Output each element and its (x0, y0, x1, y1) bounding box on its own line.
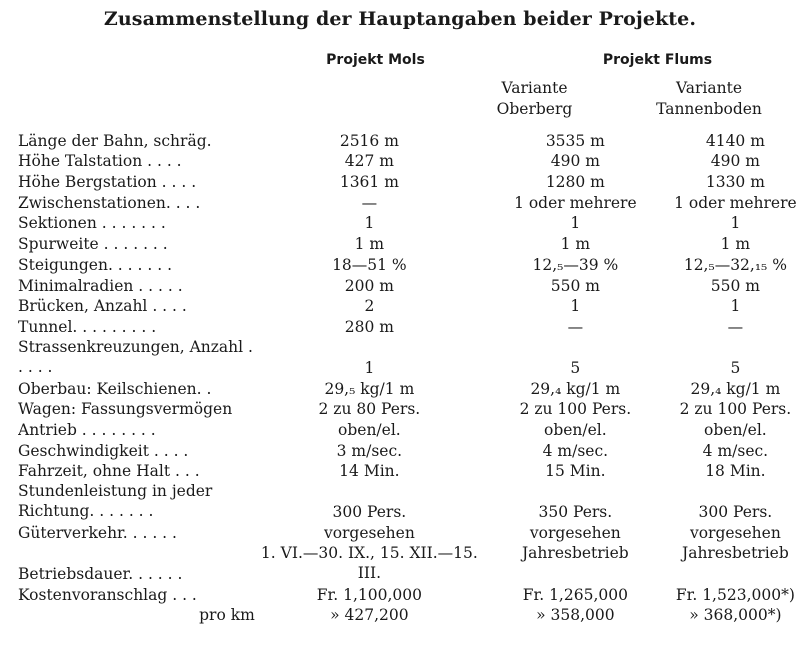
row-label: Betriebsdauer. . . . . . (18, 565, 183, 583)
document-title: Zusammenstellung der Hauptangaben beider Projekte. (103, 8, 697, 30)
cell-oberberg: 490 m (550, 152, 600, 171)
table-row (18, 151, 800, 172)
header-projekt-flums: Projekt Flums (602, 52, 713, 68)
cell-tannenboden: 2 zu 100 Pers. (679, 400, 792, 419)
cell-oberberg: 1 (570, 297, 581, 316)
row-label: Höhe Talstation . . . . (18, 152, 182, 171)
cell-projekt-mols: 2516 m (339, 131, 399, 150)
cell-tannenboden: 1 (730, 297, 741, 316)
cell-tannenboden: 12,₅—32,₁₅ % (683, 255, 787, 274)
cell-oberberg: 29,₄ kg/1 m (530, 379, 621, 398)
cell-tannenboden: 550 m (710, 276, 760, 295)
row-label: pro km (199, 606, 255, 625)
table-row (18, 419, 800, 440)
cell-tannenboden: 1 m (720, 235, 751, 254)
row-label: Minimalradien . . . . . (18, 276, 183, 295)
cell-tannenboden: 4140 m (705, 131, 765, 150)
header-tannenboden-line2: Tannenboden (656, 100, 762, 118)
row-label: Zwischenstationen. . . . (18, 193, 201, 212)
row-label: Wagen: Fassungsvermögen (18, 400, 233, 419)
table-row (18, 130, 800, 151)
header-variante-tannenboden (634, 78, 784, 120)
cell-projekt-mols: 1. VI.—30. IX., 15. XII.—15. III. (260, 544, 478, 582)
table-row (18, 171, 800, 192)
row-label: Tunnel. . . . . . . . . (18, 317, 157, 336)
cell-oberberg: » 358,000 (536, 606, 615, 625)
cell-tannenboden: Jahresbetrieb (682, 544, 789, 562)
table-row (18, 275, 800, 296)
cell-oberberg: 1 (570, 214, 581, 233)
header-variante-oberberg (435, 78, 634, 120)
row-label: Geschwindigkeit . . . . (18, 441, 189, 460)
cell-projekt-mols: Fr. 1,100,000 (316, 585, 422, 604)
cell-oberberg: 5 (570, 358, 581, 377)
row-label: Güterverkehr. . . . . . (18, 524, 177, 542)
cell-projekt-mols: 300 Pers. (332, 503, 407, 522)
cell-projekt-mols: 29,₅ kg/1 m (324, 379, 415, 398)
cell-tannenboden: oben/el. (704, 420, 767, 439)
cell-projekt-mols: 1 m (354, 235, 385, 254)
table-row (18, 440, 800, 461)
cell-projekt-mols: » 427,200 (330, 606, 409, 625)
table-row (18, 461, 800, 482)
table-row (18, 296, 800, 317)
cell-tannenboden: 1 (730, 214, 741, 233)
cell-oberberg: Fr. 1,265,000 (522, 585, 628, 604)
table-row (18, 378, 800, 399)
cell-tannenboden: 5 (730, 358, 741, 377)
cell-oberberg: 4 m/sec. (542, 441, 609, 460)
cell-oberberg: 2 zu 100 Pers. (519, 400, 632, 419)
table-row (18, 213, 800, 234)
cell-oberberg: — (567, 317, 584, 336)
table-row (18, 316, 800, 337)
data-table (18, 130, 800, 625)
row-label: Brücken, Anzahl . . . . (18, 297, 187, 316)
cell-tannenboden: 29,₄ kg/1 m (690, 379, 781, 398)
cell-oberberg: Jahresbetrieb (521, 544, 629, 562)
row-label: Stundenleistung in jeder Richtung. . . . . . . (18, 482, 213, 521)
cell-oberberg: 12,₅—39 % (532, 255, 619, 274)
cell-projekt-mols: 1 (364, 358, 375, 377)
cell-oberberg: 3535 m (545, 131, 605, 150)
cell-oberberg: 350 Pers. (538, 503, 613, 522)
cell-oberberg: oben/el. (544, 420, 607, 439)
cell-projekt-mols: vorgesehen (323, 524, 415, 542)
cell-projekt-mols: 14 Min. (339, 462, 400, 481)
cell-tannenboden: Fr. 1,523,000*) (675, 585, 795, 604)
row-label: Länge der Bahn, schräg. (18, 131, 212, 150)
header-oberberg-line1: Variante (501, 79, 568, 97)
row-label: Spurweite . . . . . . . (18, 235, 168, 254)
cell-tannenboden: 1330 m (705, 173, 765, 192)
cell-tannenboden: — (727, 317, 744, 336)
cell-projekt-mols: 427 m (344, 152, 394, 171)
header-projekt-mols: Projekt Mols (326, 52, 425, 68)
row-label: Antrieb . . . . . . . . (18, 420, 156, 439)
cell-projekt-mols: 2 zu 80 Pers. (318, 400, 421, 419)
table-row (18, 522, 800, 543)
cell-projekt-mols: 2 (364, 297, 375, 316)
row-label: Sektionen . . . . . . . (18, 214, 166, 233)
cell-projekt-mols: 280 m (344, 317, 394, 336)
table-row (18, 337, 800, 378)
cell-tannenboden: 1 oder mehrere (674, 193, 797, 212)
cell-oberberg: 1 m (560, 235, 591, 254)
table-row (18, 584, 800, 605)
cell-projekt-mols: 1361 m (339, 173, 399, 192)
cell-tannenboden: 4 m/sec. (702, 441, 769, 460)
row-label: Fahrzeit, ohne Halt . . . (18, 462, 200, 481)
table-row (18, 605, 800, 626)
cell-projekt-mols: 200 m (344, 276, 394, 295)
cell-tannenboden: » 368,000*) (689, 606, 782, 625)
header-oberberg-line2: Oberberg (496, 100, 573, 118)
row-label: Höhe Bergstation . . . . (18, 173, 197, 192)
table-row (18, 481, 800, 522)
cell-projekt-mols: 1 (364, 214, 375, 233)
row-label: Oberbau: Keilschienen. . (18, 379, 212, 398)
row-label: Strassenkreuzungen, Anzahl . . . . . (18, 337, 253, 376)
cell-oberberg: 1 oder mehrere (514, 193, 637, 212)
cell-tannenboden: 18 Min. (705, 462, 766, 481)
cell-tannenboden: 490 m (710, 152, 760, 171)
cell-tannenboden: vorgesehen (689, 524, 781, 542)
cell-projekt-mols: — (361, 193, 378, 212)
table-row (18, 399, 800, 420)
table-row (18, 192, 800, 213)
cell-tannenboden: 300 Pers. (698, 503, 773, 522)
table-row (18, 233, 800, 254)
cell-oberberg: 15 Min. (545, 462, 606, 481)
cell-oberberg: 1280 m (545, 173, 605, 192)
row-label: Steigungen. . . . . . . (18, 255, 172, 274)
cell-oberberg: 550 m (550, 276, 600, 295)
cell-projekt-mols: 18—51 % (332, 255, 407, 274)
row-label: Kostenvoranschlag . . . (18, 585, 197, 604)
cell-oberberg: vorgesehen (529, 524, 621, 542)
table-row (18, 254, 800, 275)
header-tannenboden-line1: Variante (675, 79, 742, 97)
cell-projekt-mols: oben/el. (338, 420, 401, 439)
table-row (18, 543, 800, 584)
cell-projekt-mols: 3 m/sec. (336, 441, 403, 460)
